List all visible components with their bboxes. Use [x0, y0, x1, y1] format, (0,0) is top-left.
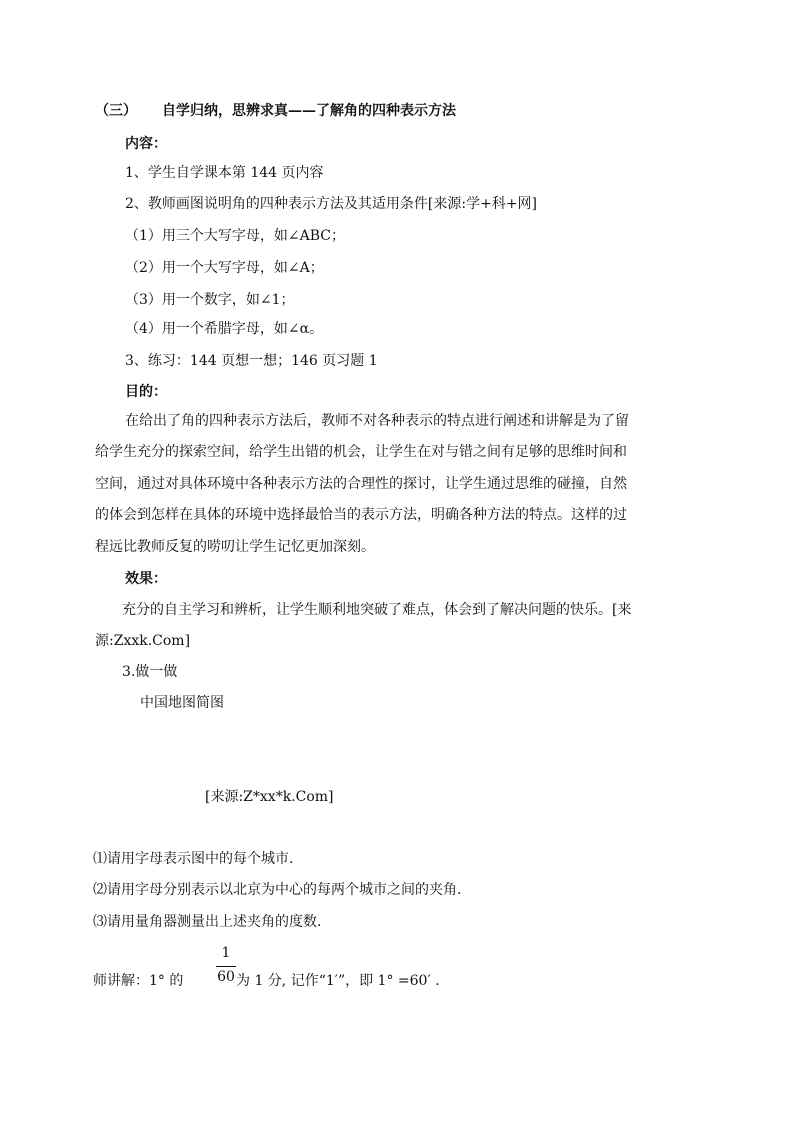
purpose-line: 的体会到怎样在具体的环境中选择最恰当的表示方法，明确各种方法的特点。这样的过: [95, 507, 627, 523]
content-sub-1: （1）用三个大写字母，如∠ABC；: [125, 228, 346, 244]
effect-heading: 效果：: [125, 571, 167, 587]
content-item-1: 1、学生自学课本第 144 页内容: [125, 165, 324, 181]
map-caption: 中国地图简图: [140, 695, 224, 711]
purpose-heading: 目的：: [125, 384, 167, 400]
activity-title: 3.做一做: [122, 664, 178, 680]
fraction-numerator: 1: [221, 945, 231, 961]
content-item-2: 2、教师画图说明角的四种表示方法及其适用条件[来源:学+科+网]: [125, 196, 538, 212]
content-item-3: 3、练习：144 页想一想；146 页习题 1: [125, 353, 378, 369]
purpose-line: 在给出了角的四种表示方法后，教师不对各种表示的特点进行阐述和讲解是为了留: [125, 413, 629, 429]
source-note: [来源:Z*xx*k.Com]: [205, 789, 334, 805]
purpose-line: 空间，通过对具体环境中各种表示方法的合理性的探讨，让学生通过思维的碰撞，自然: [95, 476, 627, 492]
content-sub-2: （2）用一个大写字母，如∠A；: [125, 260, 324, 276]
effect-line: 源:Zxxk.Com]: [95, 633, 191, 649]
purpose-line: 给学生充分的探索空间，给学生出错的机会，让学生在对与错之间有足够的思维时间和: [95, 444, 627, 460]
purpose-line: 程远比教师反复的唠叨让学生记忆更加深刻。: [95, 539, 375, 555]
question-1: ⑴请用字母表示图中的每个城市.: [93, 851, 294, 867]
explain-suffix: 为 1 分, 记作“1′”，即 1° =60′ .: [236, 973, 440, 989]
content-sub-3: （3）用一个数字，如∠1；: [125, 292, 295, 308]
fraction: [216, 944, 236, 990]
content-heading: 内容：: [125, 136, 167, 152]
explain-prefix: 师讲解：1° 的: [93, 973, 184, 989]
section-number: （三）: [95, 103, 137, 119]
fraction-denominator: 60: [217, 969, 235, 985]
effect-line: 充分的自主学习和辨析，让学生顺利地突破了难点，体会到了解决问题的快乐。[来: [122, 602, 632, 618]
content-sub-4: （4）用一个希腊字母，如∠α。: [125, 321, 324, 337]
section-title: 自学归纳，思辨求真——了解角的四种表示方法: [162, 103, 456, 119]
question-3: ⑶请用量角器测量出上述夹角的度数.: [93, 914, 322, 930]
question-2: ⑵请用字母分别表示以北京为中心的每两个城市之间的夹角.: [93, 882, 462, 898]
fraction-bar: [216, 966, 236, 967]
